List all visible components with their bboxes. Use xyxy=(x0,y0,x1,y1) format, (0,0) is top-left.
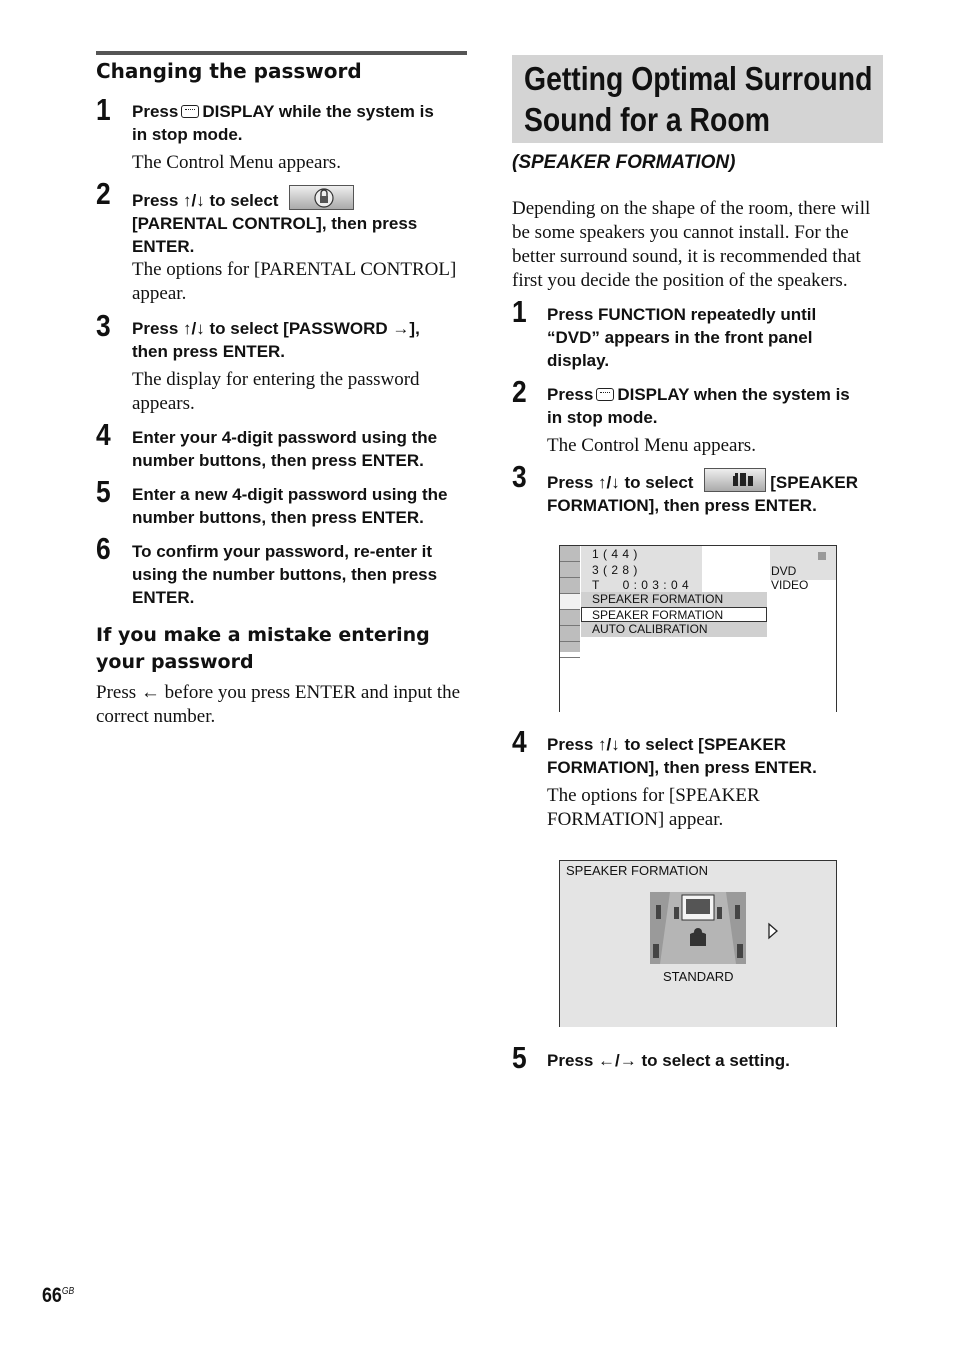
step-instruction: Enter a new 4-digit password using the number buttons, then press ENTER. xyxy=(132,485,448,527)
step-instruction: Press FUNCTION repeatedly until “DVD” appears in the front panel display. xyxy=(547,305,817,370)
step-number: 4 xyxy=(96,417,111,452)
formation-setting: STANDARD xyxy=(663,969,734,984)
page-subtitle: (SPEAKER FORMATION) xyxy=(512,152,736,173)
intro-text: Depending on the shape of the room, there will be some speakers you cannot install. For the better surround sound, it is recommended that first you decide the position of the speakers. xyxy=(512,198,871,291)
step-instruction: Press ↑/↓ to select [SPEAKER FORMATION], then press ENTER. xyxy=(547,468,858,517)
title-counter: 1 ( 4 4 ) xyxy=(592,547,638,561)
indicator-square xyxy=(818,552,826,560)
step-result: The options for [PARENTAL CONTROL] appear. xyxy=(132,259,457,304)
step-instruction: To confirm your password, re-enter it using the number buttons, then press ENTER. xyxy=(132,542,438,607)
speaker-formation-screen xyxy=(559,860,837,1027)
step-instruction: Press ↑/↓ to select [SPEAKER FORMATION], then press ENTER. xyxy=(547,735,817,777)
step-number: 4 xyxy=(512,724,527,759)
step-number: 1 xyxy=(96,92,111,127)
step-result: The Control Menu appears. xyxy=(132,152,341,173)
step-number: 2 xyxy=(512,374,527,409)
step-instruction: Enter your 4-digit password using the number buttons, then press ENTER. xyxy=(132,428,438,470)
section-rule xyxy=(96,51,467,55)
page-number: $66^{GB}$ xyxy=(42,1284,75,1307)
menu-icon-column xyxy=(560,546,580,652)
parental-control-icon xyxy=(289,185,354,210)
step-number: 6 xyxy=(96,531,111,566)
time-counter: T 0 : 0 3 : 0 4 xyxy=(592,578,690,592)
step-instruction: Press ↑/↓ to select [PASSWORD →], then press ENTER. xyxy=(132,319,420,361)
display-button-icon xyxy=(181,105,199,118)
display-button-icon xyxy=(596,388,614,401)
section-heading: Changing the password xyxy=(96,59,362,83)
speaker-layout-image xyxy=(650,892,746,964)
step-number: 3 xyxy=(512,459,527,494)
step-number: 1 xyxy=(512,294,527,329)
step-instruction: Press DISPLAY when the system is in stop mode. xyxy=(547,385,850,427)
step-number: 2 xyxy=(96,176,111,211)
menu-item-auto-calibration[interactable]: AUTO CALIBRATION xyxy=(581,622,767,637)
disc-type: DVD VIDEO xyxy=(771,564,809,592)
step-instruction: Press ←/→ to select a setting. xyxy=(547,1051,790,1070)
control-menu-screen xyxy=(559,545,837,712)
step-result: The options for [SPEAKER FORMATION] appear. xyxy=(547,785,760,830)
speaker-setup-icon xyxy=(704,468,766,492)
step-number: 5 xyxy=(96,474,111,509)
subsection-heading: If you make a mistake entering your password xyxy=(96,624,430,673)
page-title: Getting Optimal Surround Sound for a Room xyxy=(524,60,873,138)
step-number: 3 xyxy=(96,308,111,343)
right-arrow-icon[interactable] xyxy=(767,922,779,945)
step-instruction: Press ↑/↓ to select [PARENTAL CONTROL], then press ENTER. xyxy=(132,185,417,258)
menu-item-header: SPEAKER FORMATION xyxy=(581,592,767,607)
step-number: 5 xyxy=(512,1040,527,1075)
step-result: The Control Menu appears. xyxy=(547,435,756,456)
menu-item-selected[interactable]: SPEAKER FORMATION xyxy=(581,607,767,622)
mistake-text: Press ← before you press ENTER and input the correct number. xyxy=(96,682,461,727)
chapter-counter: 3 ( 2 8 ) xyxy=(592,563,638,577)
step-result: The display for entering the password appears. xyxy=(132,369,420,414)
screen-header: SPEAKER FORMATION xyxy=(566,863,709,878)
step-instruction: Press DISPLAY while the system is in stop mode. xyxy=(132,102,434,144)
